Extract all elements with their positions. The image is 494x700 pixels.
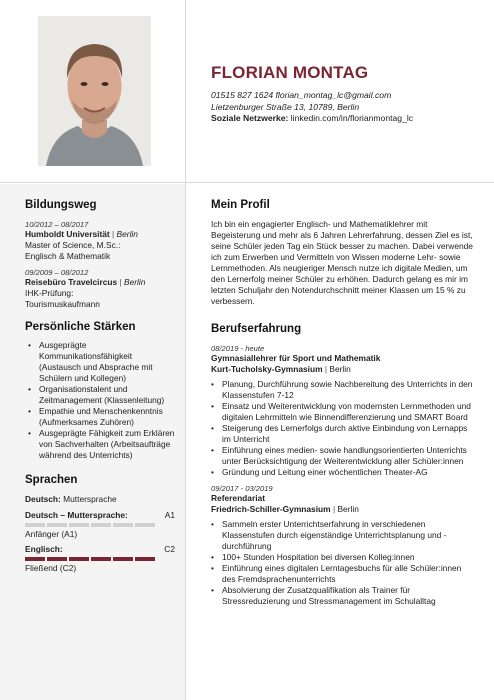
level-segment [47, 557, 67, 561]
level-segment [135, 557, 155, 561]
job-bullet: • Einsatz und Weiterentwicklung von modernsten Lernmethoden und digitalen Lehrmitteln wie Binnendifferenzierung und SMART Board [211, 401, 473, 423]
job-title: Gymnasiallehrer für Sport und Mathematik [211, 353, 381, 363]
address: Lietzenburger Straße 13, 10789, Berlin [211, 101, 360, 112]
education-detail: Tourismuskaufmann [25, 299, 100, 309]
contact-block [211, 90, 413, 125]
strengths-list [25, 340, 175, 461]
job-bullets [211, 519, 473, 607]
level-segment [47, 523, 67, 527]
experience-heading: Berufserfahrung [211, 323, 302, 335]
right-column [211, 199, 473, 607]
social-networks [211, 113, 413, 125]
strength-item: • Empathie und Menschenkenntnis (Aufmerksames Zuhören) [28, 406, 175, 428]
social-label: Soziale Netzwerke: [211, 113, 289, 124]
phone-email: 01515 827 1624 florian_montag_lc@gmail.com [211, 90, 392, 100]
language-note: Fließend (C2) [25, 563, 77, 573]
profile-photo [38, 16, 151, 166]
strength-item: • Organisationstalent und Zeitmanagement (Klassenleitung) [28, 384, 175, 406]
left-column [25, 199, 175, 574]
profile-text: Ich bin ein engagierter Englisch- und Mathematiklehrer mit Begeisterung und mehr als 6 Jahren Lehrerfahrung, dessen Ziel es ist, seine Schüler jeden Tag ein Stück besser zu machen. Dabei verwende ich zum Erwerben und Vermitteln von Wissen moderne Lehr- sowie Lernmethoden. Als neugieriger Mensch nutze ich digitale Medien, um den Lernerfolg meiner Schüler zu erhöhen. Dadurch gelang es mir im letzten Schuljahr den Notendurchschnitt meiner Klassen um 15 % zu verbessern. [211, 219, 473, 306]
education-institution: Reisebüro Travelcircus | Berlin [25, 277, 146, 287]
level-segment [91, 523, 111, 527]
education-detail: Englisch & Mathematik [25, 251, 111, 261]
job-bullet: • Planung, Durchführung sowie Nachbereitung des Unterrichts in den Klassenstufen 7-12 [211, 379, 473, 401]
education-date: 10/2012 – 08/2017 [25, 220, 89, 229]
level-segment [69, 557, 89, 561]
job-bullet: • Steigerung des Lernerfolgs durch aktive Einbindung von Lernapps im Unterricht [211, 423, 473, 445]
language-row: Englisch: C2 [25, 544, 175, 554]
job-employer: Kurt-Tucholsky-Gymnasium | Berlin [211, 364, 351, 374]
language-note: Anfänger (A1) [25, 529, 78, 539]
candidate-name: FLORIAN MONTAG [211, 63, 369, 82]
strength-item: • Ausgeprägte Fähigkeit zum Erklären von Sachverhalten (Arbeitsaufträge während des Unterrichts) [28, 428, 175, 461]
job-date: 08/2019 - heute [211, 344, 265, 353]
education-institution: Humboldt Universität | Berlin [25, 229, 138, 239]
level-segment [113, 523, 133, 527]
job-bullet: • Einführung eines digitalen Lerntagesbuchs für alle Schüler:innen des Fremdsprachenunterrichts [211, 563, 473, 585]
social-link[interactable]: linkedin.com/in/florianmontag_lc [290, 113, 414, 124]
native-language: Deutsch: Muttersprache [25, 494, 117, 504]
education-degree: Master of Science, M.Sc.: [25, 240, 121, 250]
job-bullet: • Einführung eines medien- sowie handlungsorientierten Unterrichts unter Berücksichtigung der Weiterentwicklung aller Schüler:innen [211, 445, 473, 467]
job-bullet: • Sammeln erster Unterrichtserfahrung in verschiedenen Klassenstufen durch eigenständige Unterrichtsplanung und -durchführung [211, 519, 473, 552]
job-bullet: • Gründung und Leitung einer wöchentlichen Theater-AG [211, 467, 473, 478]
level-segment [91, 557, 111, 561]
level-segment [25, 523, 45, 527]
language-level-bar [25, 523, 175, 527]
profile-heading: Mein Profil [211, 199, 270, 211]
level-segment [113, 557, 133, 561]
job-title: Referendariat [211, 493, 265, 503]
strength-item: • Ausgeprägte Kommunikationsfähigkeit (Austausch und Absprache mit Schülern und Kollegen) [28, 340, 175, 384]
language-level-bar [25, 557, 175, 561]
column-divider [185, 0, 186, 700]
education-date: 09/2009 – 08/2012 [25, 268, 89, 277]
level-segment [69, 523, 89, 527]
job-employer: Friedrich-Schiller-Gymnasium | Berlin [211, 504, 359, 514]
job-bullets [211, 379, 473, 478]
education-heading: Bildungsweg [25, 199, 97, 211]
education-degree: IHK-Prüfung: [25, 288, 74, 298]
job-date: 09/2017 - 03/2019 [211, 484, 273, 493]
level-segment [25, 557, 45, 561]
job-bullet: • Absolvierung der Zusatzqualifikation als Trainer für Stressreduzierung und Stressmanagement im Schulalltag [211, 585, 473, 607]
level-segment [135, 523, 155, 527]
strengths-heading: Persönliche Stärken [25, 321, 136, 333]
job-bullet: • 100+ Stunden Hospitation bei diversen Kolleg:innen [211, 552, 473, 563]
languages-heading: Sprachen [25, 474, 78, 486]
language-row: Deutsch – Muttersprache: A1 [25, 510, 175, 520]
